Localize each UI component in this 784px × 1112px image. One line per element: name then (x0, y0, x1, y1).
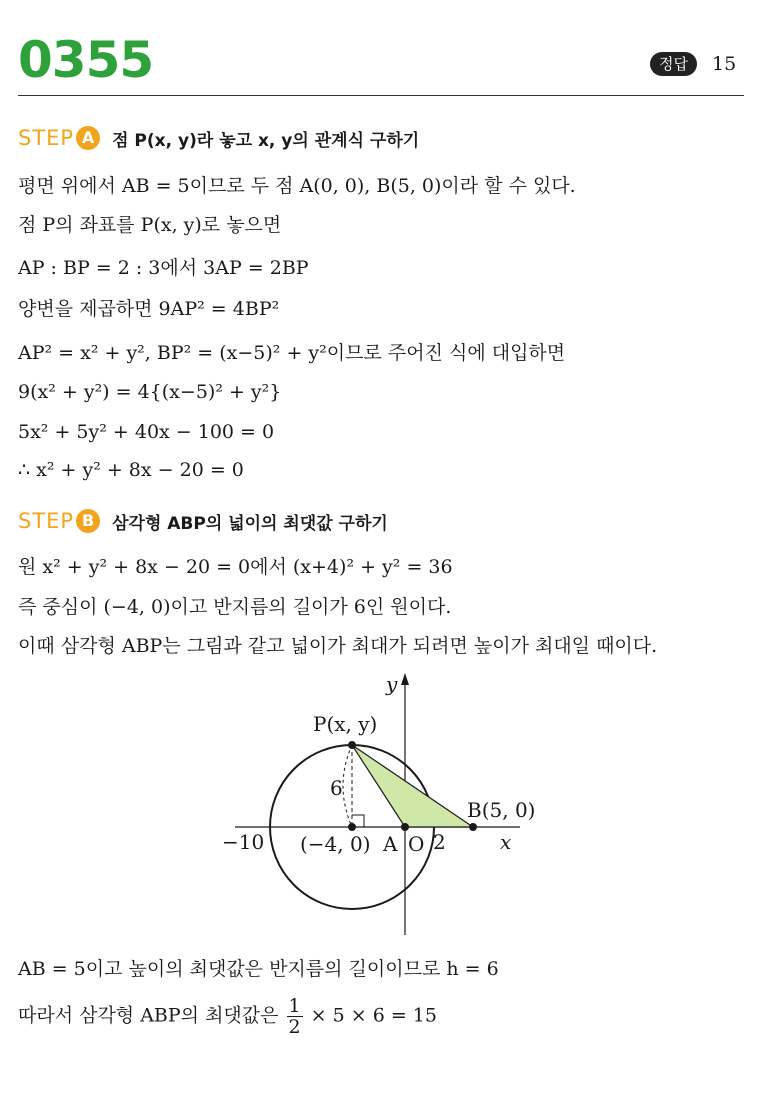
solution-line-4: 양변을 제곱하면 9AP² = 4BP² (18, 298, 280, 320)
triangle-abp (352, 745, 473, 827)
solution-line-11: 이때 삼각형 ABP는 그림과 같고 넓이가 최대가 되려면 높이가 최대일 때이다. (18, 635, 658, 657)
circle-triangle-figure (0, 665, 784, 955)
fraction-denominator: 2 (288, 1016, 301, 1038)
label-b: B(5, 0) (467, 798, 536, 822)
label-o: O (408, 832, 425, 856)
page-reference: 15 (712, 53, 737, 75)
label-p: P(x, y) (313, 712, 378, 736)
step-b-badge: B (76, 509, 100, 533)
label-center: (−4, 0) (300, 832, 371, 856)
final-line (18, 996, 437, 1037)
problem-number: 0355 (18, 31, 154, 89)
solution-line-7: 5x² + 5y² + 40x − 100 = 0 (18, 421, 275, 443)
point-p (348, 741, 356, 749)
label-y: y (386, 672, 398, 696)
solution-line-2: 점 P의 좌표를 P(x, y)로 놓으면 (18, 214, 282, 236)
solution-line-12: AB = 5이고 높이의 최댓값은 반지름의 길이이므로 h = 6 (18, 958, 499, 980)
solution-line-1: 평면 위에서 AB = 5이므로 두 점 A(0, 0), B(5, 0)이라 할 수 있다. (18, 175, 576, 197)
label-2: 2 (433, 830, 446, 854)
label-minus-10: −10 (222, 830, 265, 854)
y-axis-arrow (401, 673, 409, 685)
step-a-heading (18, 123, 419, 153)
label-radius: 6 (330, 776, 343, 800)
solution-line-8: ∴ x² + y² + 8x − 20 = 0 (18, 459, 244, 481)
label-a: A (383, 832, 398, 856)
step-a-title: 점 P(x, y)라 놓고 x, y의 관계식 구하기 (112, 130, 420, 151)
solution-line-5: AP² = x² + y², BP² = (x−5)² + y²이므로 주어진 식에 대입하면 (18, 342, 566, 364)
step-a-badge: A (76, 126, 100, 150)
final-text: 따라서 삼각형 ABP의 최댓값은 (18, 1004, 279, 1027)
solution-line-6: 9(x² + y²) = 4{(x−5)² + y²} (18, 381, 282, 403)
fraction-numerator: 1 (288, 995, 301, 1017)
fraction-one-half (287, 996, 303, 1037)
radius-arc (343, 745, 352, 827)
point-a (401, 823, 409, 831)
solution-line-9: 원 x² + y² + 8x − 20 = 0에서 (x+4)² + y² = 36 (18, 556, 453, 578)
step-word: STEP (18, 509, 75, 533)
solution-line-3: AP : BP = 2 : 3에서 3AP = 2BP (18, 257, 309, 279)
solution-line-10: 즉 중심이 (−4, 0)이고 반지름의 길이가 6인 원이다. (18, 596, 452, 618)
point-b (469, 823, 477, 831)
answer-badge: 정답 (650, 52, 697, 76)
step-word: STEP (18, 126, 75, 150)
label-x: x (500, 830, 512, 854)
step-b-heading (18, 506, 388, 536)
step-b-title: 삼각형 ABP의 넓이의 최댓값 구하기 (112, 513, 388, 534)
final-result: × 5 × 6 = 15 (310, 1004, 437, 1027)
point-center (348, 823, 356, 831)
header-divider (18, 95, 744, 96)
